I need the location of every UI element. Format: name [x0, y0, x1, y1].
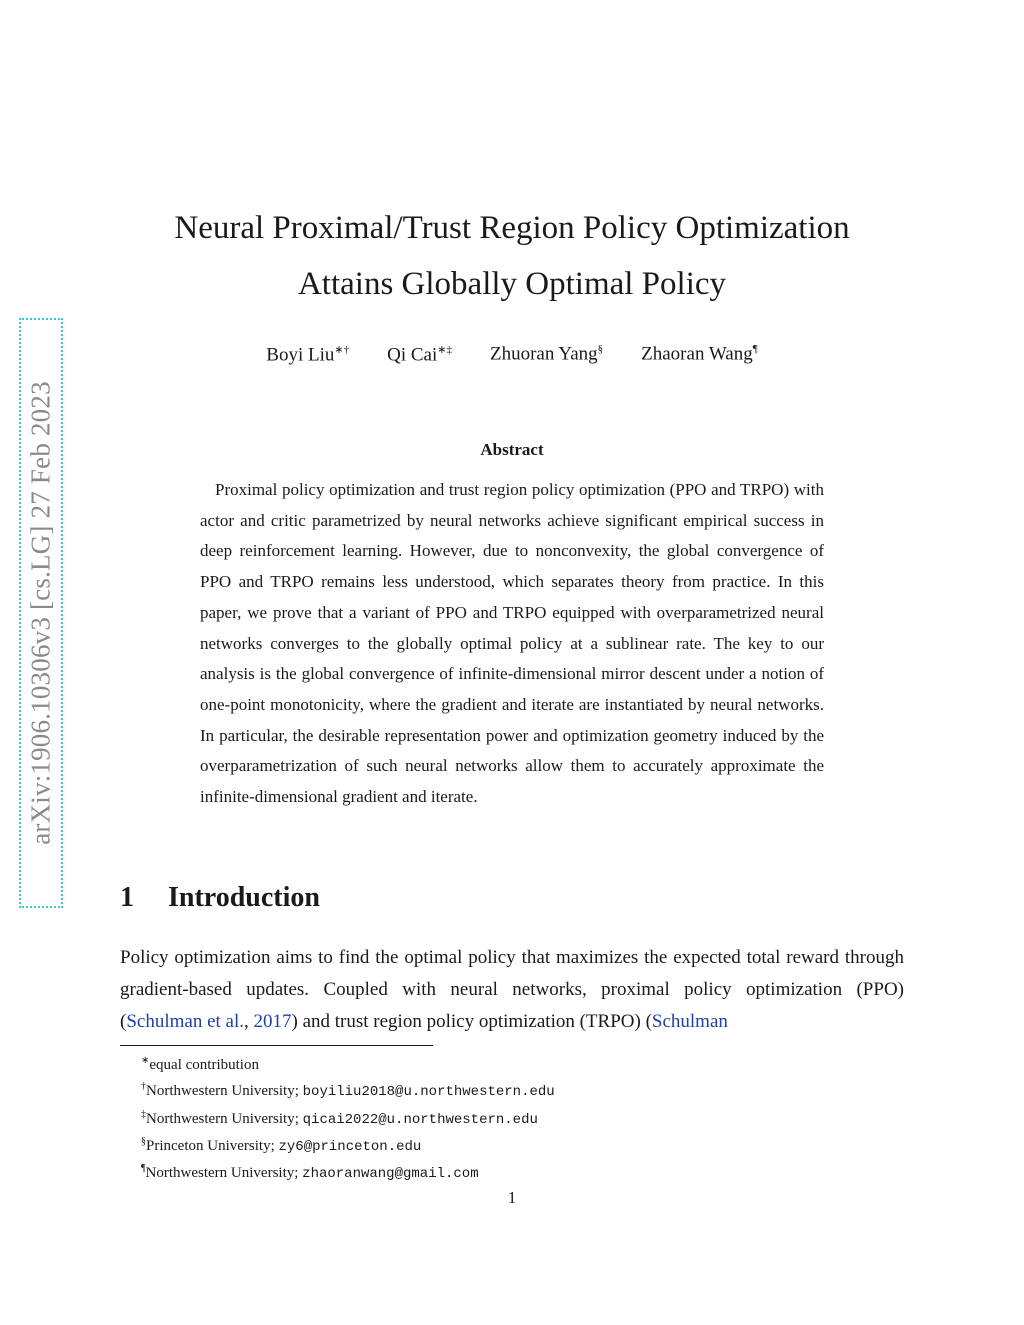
citation-link[interactable]: Schulman et al. — [126, 1011, 244, 1032]
author: Boyi Liu∗† — [266, 344, 350, 366]
email: zhaoranwang@gmail.com — [302, 1166, 479, 1183]
author: Zhuoran Yang§ — [489, 343, 604, 365]
section-title: Introduction — [168, 882, 320, 913]
footnote: ∗equal contribution — [141, 1055, 259, 1073]
footnotes — [120, 1050, 904, 1185]
section-number: 1 — [120, 882, 134, 913]
arxiv-stamp — [19, 318, 63, 908]
footnote: ¶Northwestern University; zhaoranwang@gmail.com — [141, 1163, 479, 1183]
footnote: ‡Northwestern University; qicai2022@u.northwestern.edu — [141, 1108, 538, 1128]
author-list — [120, 343, 904, 366]
abstract-text: Proximal policy optimization and trust region policy optimization (PPO and TRPO) with actor and critic parametrized by neural networks achieve significant empirical success in deep reinforcement learning. However, due to nonconvexity, the global convergence of PPO and TRPO remains less understood, which separates theory from practice. In this paper, we prove that a variant of PPO and TRPO equipped with overparametrized neural networks converges to the globally optimal policy at a sublinear rate. The key to our analysis is the global convergence of infinite-dimensional mirror descent under a notion of one-point monotonicity, where the gradient and iterate are instantiated by neural networks. In particular, the desirable representation power and optimization geometry induced by the overparametrization of such neural networks allow them to accurately approximate the infinite-dimensional gradient and iterate. — [200, 480, 824, 807]
citation-link[interactable]: Schulman — [651, 1011, 728, 1032]
paper-title — [120, 200, 904, 312]
section-heading — [120, 882, 320, 914]
title-line-1: Neural Proximal/Trust Region Policy Optimization — [174, 210, 850, 246]
intro-paragraph: Policy optimization aims to find the optimal policy that maximizes the expected total reward through gradient-based updates. Coupled with neural networks, proximal policy optimization (PPO) (Schulman et al., 2017) and trust region policy optimization (TRPO) (Schulman — [120, 947, 904, 1032]
arxiv-stamp-text: arXiv:1906.10306v3 [cs.LG] 27 Feb 2023 — [25, 381, 56, 845]
footnote: †Northwestern University; boyiliu2018@u.northwestern.edu — [141, 1081, 555, 1101]
author: Qi Cai∗‡ — [387, 344, 452, 366]
footnote: §Princeton University; zy6@princeton.edu — [141, 1135, 422, 1155]
abstract-heading: Abstract — [480, 440, 544, 459]
footnote-rule — [120, 1045, 433, 1046]
citation-year-link[interactable]: 2017 — [253, 1011, 292, 1032]
title-line-2: Attains Globally Optimal Policy — [297, 266, 727, 302]
page-number: 1 — [507, 1188, 517, 1207]
author: Zhaoran Wang¶ — [641, 343, 758, 365]
email: boyiliu2018@u.northwestern.edu — [302, 1084, 555, 1101]
email: zy6@princeton.edu — [278, 1138, 422, 1155]
email: qicai2022@u.northwestern.edu — [302, 1111, 538, 1128]
